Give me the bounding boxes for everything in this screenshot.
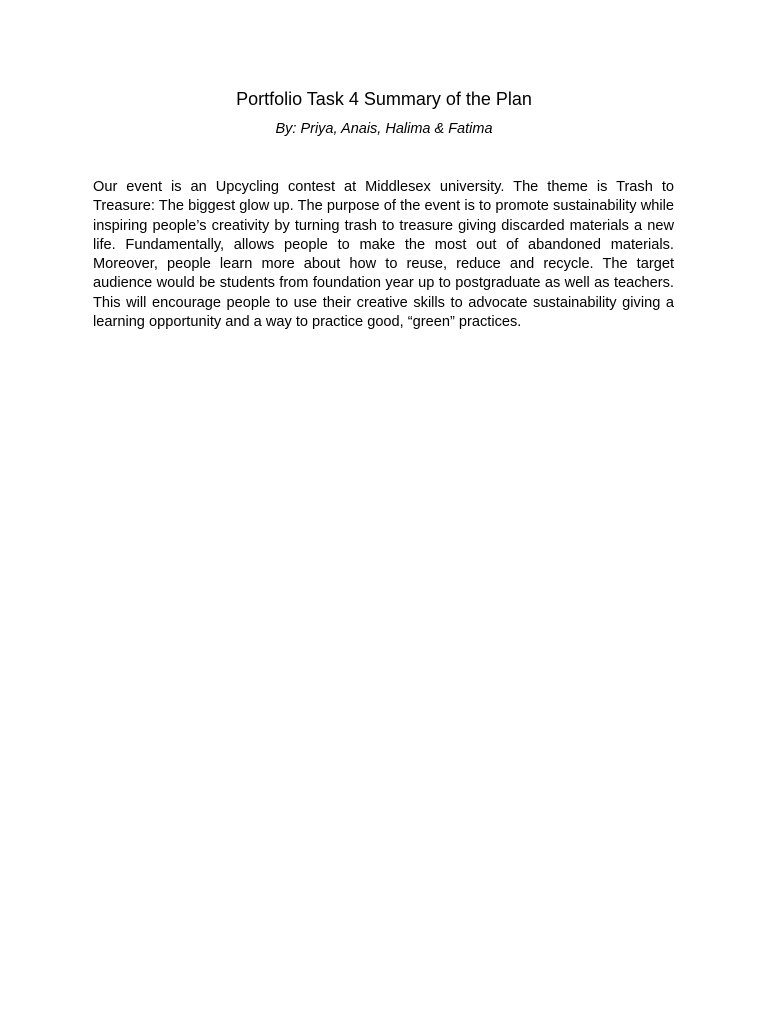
document-authors: By: Priya, Anais, Halima & Fatima	[275, 121, 493, 137]
document-title: Portfolio Task 4 Summary of the Plan	[236, 89, 532, 109]
summary-paragraph: Our event is an Upcycling contest at Middlesex university. The theme is Trash to Treasure: The biggest glow up. The purpose of the event is to promote sustainability while inspiring people’s creativity by turning trash to treasure giving discarded materials a new life. Fundamentally, allows people to make the most out of abandoned materials. Moreover, people learn more about how to reuse, reduce and recycle. The target audience would be students from foundation year up to postgraduate as well as teachers. This will encourage people to use their creative skills to advocate sustainability giving a learning opportunity and a way to practice good, “green” practices.	[93, 179, 674, 331]
